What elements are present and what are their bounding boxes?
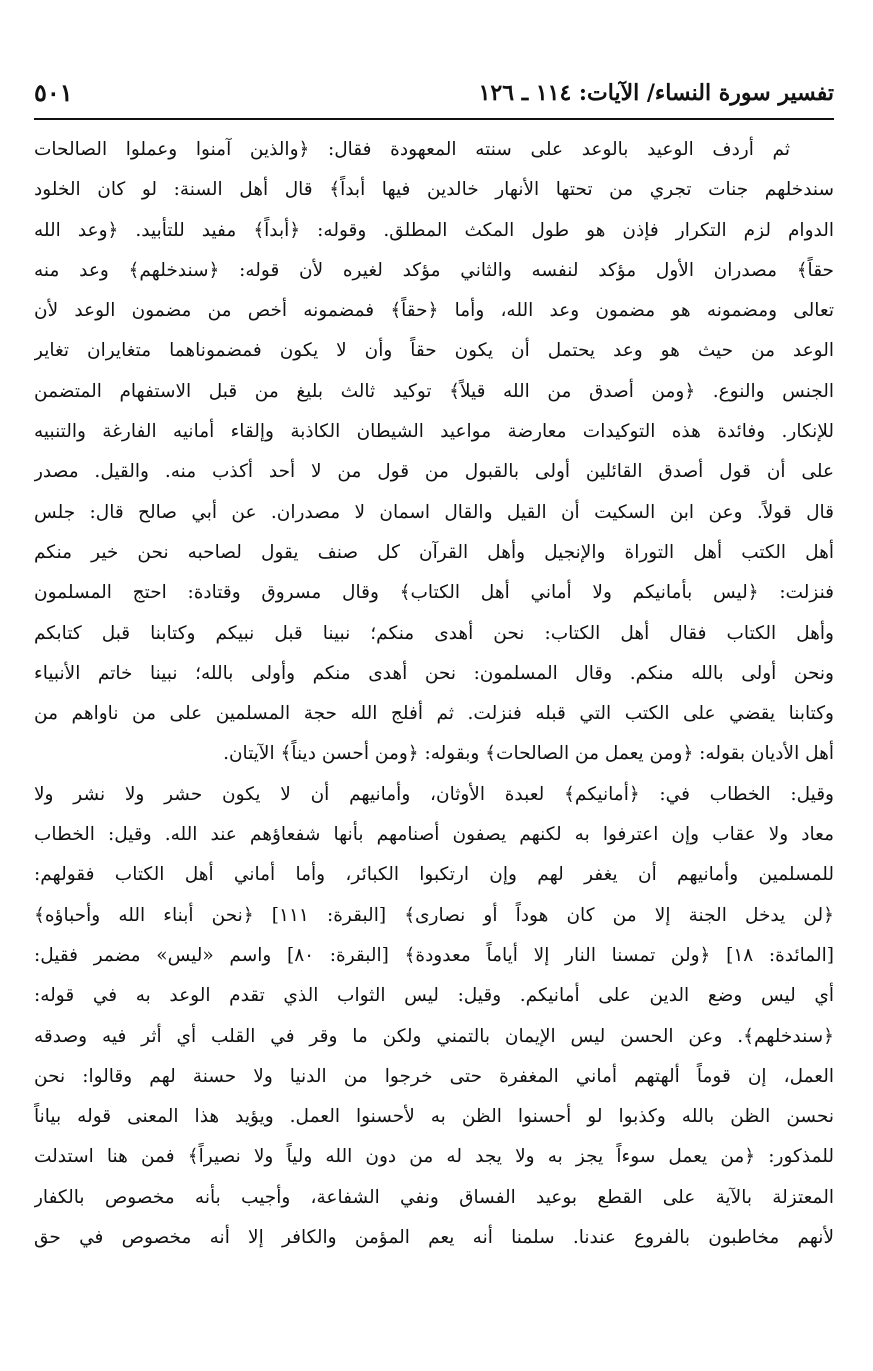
text-line: الوعد من حيث هو وعد يحتمل أن يكون حقاً وأن لا يكون فمضموناهما متغايران تغاير	[34, 340, 834, 362]
text-line: نحسن الظن بالله وكذبوا لو أحسنوا الظن به لأحسنوا العمل. ويؤيد هذا المعنى قوله بياناً	[34, 1106, 834, 1128]
text-line: الجنس والنوع. ﴿ومن أصدق من الله قيلاً﴾ توكيد ثالث بليغ من قبل الاستفهام المتضمن	[34, 380, 834, 402]
text-line: ﴿سندخلهم﴾. وعن الحسن ليس الإيمان بالتمني ولكن ما وقر في القلب أي أثر فيه وصدقه	[34, 1025, 834, 1047]
text-line: أهل الأديان بقوله: ﴿ومن يعمل من الصالحات﴾ وبقوله: ﴿ومن أحسن ديناً﴾ الآيتان.	[223, 743, 834, 765]
text-line: فنزلت: ﴿ليس بأمانيكم ولا أماني أهل الكتاب﴾ وقال مسروق وقتادة: احتج المسلمون	[34, 582, 834, 604]
page-header	[34, 80, 834, 112]
text-line: سندخلهم جنات تجري من تحتها الأنهار خالدين فيها أبداً﴾ قال أهل السنة: لو كان الخلود	[34, 179, 834, 201]
text-line: لأنهم مخاطبون بالفروع عندنا. سلمنا أنه يعم المؤمن والكافر إلا أنه مخصوص في حق	[34, 1227, 834, 1249]
page-number: ٥٠١	[34, 78, 73, 107]
header-rule	[34, 118, 834, 120]
text-line: للإنكار. وفائدة هذه التوكيدات معارضة مواعيد الشيطان الكاذبة وإلقاء أمانيه الفارغة والتنبيه	[34, 421, 834, 443]
text-line: تعالى ومضمونه هو مضمون وعد الله، وأما ﴿حقاً﴾ فمضمونه أخص من مضمون الوعد لأن	[34, 300, 834, 322]
text-line: المعتزلة بالآية على القطع بوعيد الفساق ونفي الشفاعة، وأجيب بأنه مخصوص بالكفار	[34, 1186, 834, 1208]
text-line: وأهل الكتاب فقال أهل الكتاب: نحن أهدى منكم؛ نبينا قبل نبيكم وكتابنا قبل كتابكم	[34, 622, 834, 644]
text-line: للمسلمين وأمانيهم أن يغفر لهم وإن ارتكبوا الكبائر، وأما أماني أهل الكتاب فقولهم:	[34, 864, 834, 886]
text-line: وكتابنا يقضي على الكتب التي قبله فنزلت. ثم أفلج الله حجة المسلمين على من ناواهم من	[34, 703, 834, 725]
text-line: أهل الكتب أهل التوراة والإنجيل وأهل القرآن كل صنف يقول لصاحبه نحن خير منكم	[34, 541, 834, 563]
text-line: على أن قول أصدق القائلين أولى بالقبول من قول من لا أحد أكذب منه. والقيل. مصدر	[34, 461, 834, 483]
text-line: ثم أردف الوعيد بالوعد على سنته المعهودة فقال: ﴿والذين آمنوا وعملوا الصالحات	[34, 139, 790, 160]
text-line: أي ليس وضع الدين على أمانيكم. وقيل: ليس الثواب الذي تقدم الوعد به في قوله:	[34, 985, 834, 1007]
text-line: وقيل: الخطاب في: ﴿أمانيكم﴾ لعبدة الأوثان، وأمانيهم أن لا يكون حشر ولا نشر ولا	[34, 783, 834, 805]
body-text	[34, 130, 834, 1258]
text-line: ﴿لن يدخل الجنة إلا من كان هوداً أو نصارى﴾ [البقرة: ١١١] ﴿نحن أبناء الله وأحباؤه﴾	[34, 904, 834, 926]
text-line: العمل، إن قوماً ألهتهم أماني المغفرة حتى خرجوا من الدنيا ولا حسنة لهم وقالوا: نحن	[34, 1065, 834, 1087]
text-line: حقاً﴾ مصدران الأول مؤكد لنفسه والثاني مؤكد لغيره لأن قوله: ﴿سندخلهم﴾ وعد منه	[34, 259, 834, 281]
text-line: الدوام لزم التكرار فإذن هو طول المكث المطلق. وقوله: ﴿أبداً﴾ مفيد للتأبيد. ﴿وعد الله	[34, 219, 834, 241]
running-title: تفسير سورة النساء/ الآيات: ١١٤ ـ ١٢٦	[478, 80, 834, 106]
text-line: معاد ولا عقاب وإن اعترفوا به لكنهم يصفون أصنامهم بأنها شفعاؤهم عند الله. وقيل: الخطاب	[34, 824, 834, 846]
text-line: ونحن أولى بالله منكم. وقال المسلمون: نحن أهدى منكم وأولى بالله؛ نبينا خاتم الأنبياء	[34, 662, 834, 684]
text-line: للمذكور: ﴿من يعمل سوءاً يجز به ولا يجد له من دون الله ولياً ولا نصيراً﴾ فمن هنا استدلت	[34, 1146, 834, 1168]
text-line: قال قولاً. وعن ابن السكيت أن القيل والقال اسمان لا مصدران. عن أبي صالح قال: جلس	[34, 501, 834, 523]
text-line: [المائدة: ١٨] ﴿ولن تمسنا النار إلا أياماً معدودة﴾ [البقرة: ٨٠] واسم «ليس» مضمر فقيل:	[34, 944, 834, 966]
